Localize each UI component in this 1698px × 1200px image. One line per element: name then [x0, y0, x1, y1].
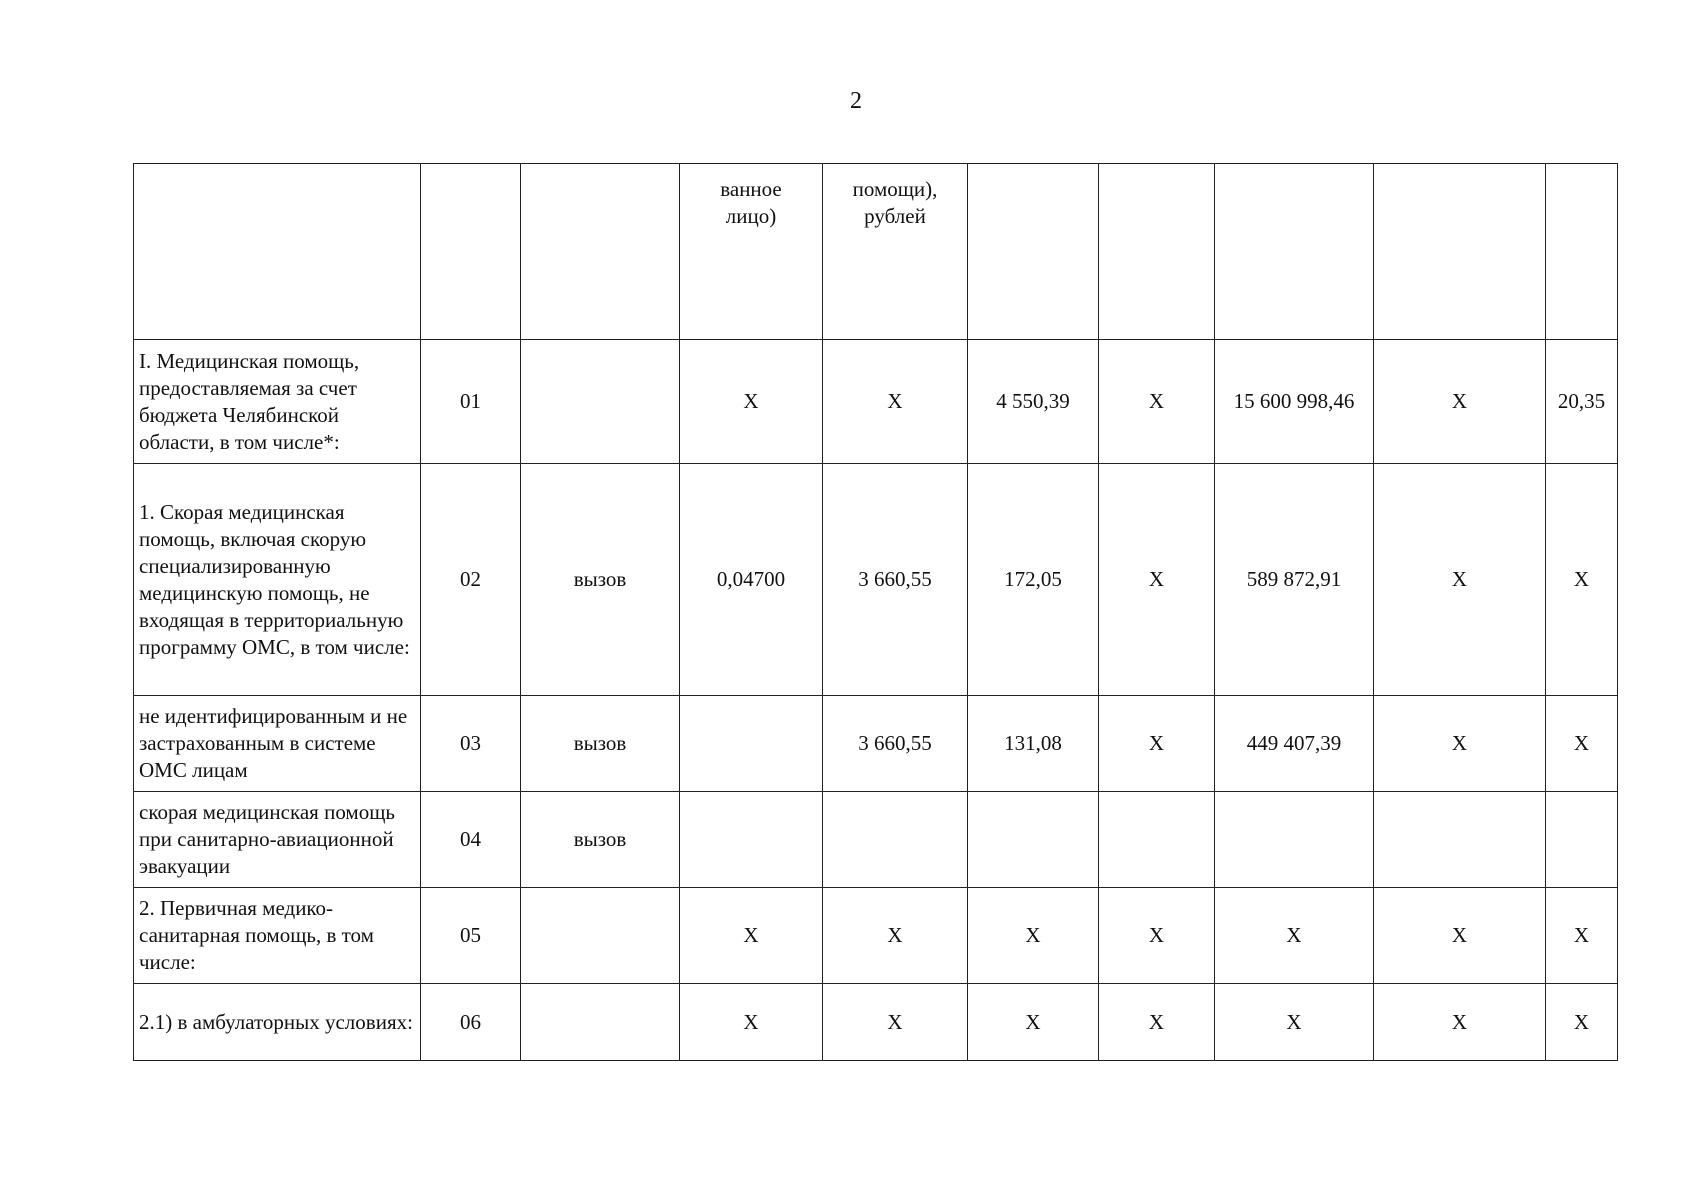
row-per-capita-budget-cell: [968, 792, 1099, 888]
row-per-capita-oms-cell: [1099, 792, 1215, 888]
table-row: [134, 984, 1618, 1061]
row-per-capita-oms-cell: X: [1099, 696, 1215, 792]
row-volume-cell: 0,04700: [680, 464, 823, 696]
row-per-capita-oms-cell: X: [1099, 984, 1215, 1061]
table-row: [134, 464, 1618, 696]
row-unit-cell: [521, 984, 680, 1061]
row-name-cell: I. Медицинская помощь, предоставляемая за счет бюджета Челябинской области, в том числе*:: [134, 340, 421, 464]
row-code-cell: 04: [421, 792, 521, 888]
row-code-cell: 01: [421, 340, 521, 464]
row-volume-cell: [680, 792, 823, 888]
row-cost-cell: X: [823, 888, 968, 984]
row-percent-cell: X: [1546, 888, 1618, 984]
row-name-cell: скорая медицинская помощь при санитарно-авиационной эвакуации: [134, 792, 421, 888]
header-cell-per-capita-budget: [968, 164, 1099, 340]
header-cell-total-budget: [1215, 164, 1374, 340]
row-volume-cell: X: [680, 984, 823, 1061]
row-per-capita-budget-cell: 172,05: [968, 464, 1099, 696]
row-name-cell: 2. Первичная медико-санитарная помощь, в том числе:: [134, 888, 421, 984]
row-total-oms-cell: X: [1374, 464, 1546, 696]
row-per-capita-oms-cell: X: [1099, 340, 1215, 464]
row-per-capita-budget-cell: 131,08: [968, 696, 1099, 792]
row-total-oms-cell: [1374, 792, 1546, 888]
row-per-capita-budget-cell: X: [968, 984, 1099, 1061]
page-number: 2: [850, 88, 862, 114]
row-code-cell: 06: [421, 984, 521, 1061]
row-volume-cell: [680, 696, 823, 792]
header-cell-total-oms: [1374, 164, 1546, 340]
row-total-budget-cell: X: [1215, 984, 1374, 1061]
row-total-budget-cell: 15 600 998,46: [1215, 340, 1374, 464]
row-per-capita-budget-cell: X: [968, 888, 1099, 984]
row-percent-cell: [1546, 792, 1618, 888]
row-total-oms-cell: X: [1374, 696, 1546, 792]
row-cost-cell: 3 660,55: [823, 696, 968, 792]
row-cost-cell: 3 660,55: [823, 464, 968, 696]
row-unit-cell: вызов: [521, 464, 680, 696]
row-unit-cell: вызов: [521, 792, 680, 888]
header-cell-unit: [521, 164, 680, 340]
row-total-budget-cell: X: [1215, 888, 1374, 984]
row-cost-cell: X: [823, 984, 968, 1061]
table-row: [134, 696, 1618, 792]
row-name-cell: не идентифицированным и не застрахованным в системе ОМС лицам: [134, 696, 421, 792]
row-percent-cell: 20,35: [1546, 340, 1618, 464]
header-cell-code: [421, 164, 521, 340]
row-volume-cell: X: [680, 888, 823, 984]
row-total-oms-cell: X: [1374, 340, 1546, 464]
row-percent-cell: X: [1546, 984, 1618, 1061]
header-cell-cost: помощи), рублей: [823, 164, 968, 340]
table-header-row: [134, 164, 1618, 340]
row-per-capita-oms-cell: X: [1099, 888, 1215, 984]
table-row: [134, 340, 1618, 464]
table-row: [134, 792, 1618, 888]
row-total-oms-cell: X: [1374, 888, 1546, 984]
row-percent-cell: X: [1546, 464, 1618, 696]
row-code-cell: 05: [421, 888, 521, 984]
row-unit-cell: [521, 888, 680, 984]
row-name-cell: 1. Скорая медицинская помощь, включая скорую специализированную медицинскую помощь, не входящая в территориальную программу ОМС, в том числе:: [134, 464, 421, 696]
row-total-oms-cell: X: [1374, 984, 1546, 1061]
row-cost-cell: X: [823, 340, 968, 464]
header-cell-per-capita-oms: [1099, 164, 1215, 340]
row-unit-cell: вызов: [521, 696, 680, 792]
row-per-capita-budget-cell: 4 550,39: [968, 340, 1099, 464]
row-cost-cell: [823, 792, 968, 888]
row-total-budget-cell: 449 407,39: [1215, 696, 1374, 792]
financing-table: [133, 163, 1618, 1061]
row-total-budget-cell: 589 872,91: [1215, 464, 1374, 696]
row-name-cell: 2.1) в амбулаторных условиях:: [134, 984, 421, 1061]
row-per-capita-oms-cell: X: [1099, 464, 1215, 696]
header-cell-percent: [1546, 164, 1618, 340]
table-row: [134, 888, 1618, 984]
row-unit-cell: [521, 340, 680, 464]
row-volume-cell: X: [680, 340, 823, 464]
row-percent-cell: X: [1546, 696, 1618, 792]
header-cell-volume: ванное лицо): [680, 164, 823, 340]
row-code-cell: 02: [421, 464, 521, 696]
row-total-budget-cell: [1215, 792, 1374, 888]
header-cell-name: [134, 164, 421, 340]
row-code-cell: 03: [421, 696, 521, 792]
